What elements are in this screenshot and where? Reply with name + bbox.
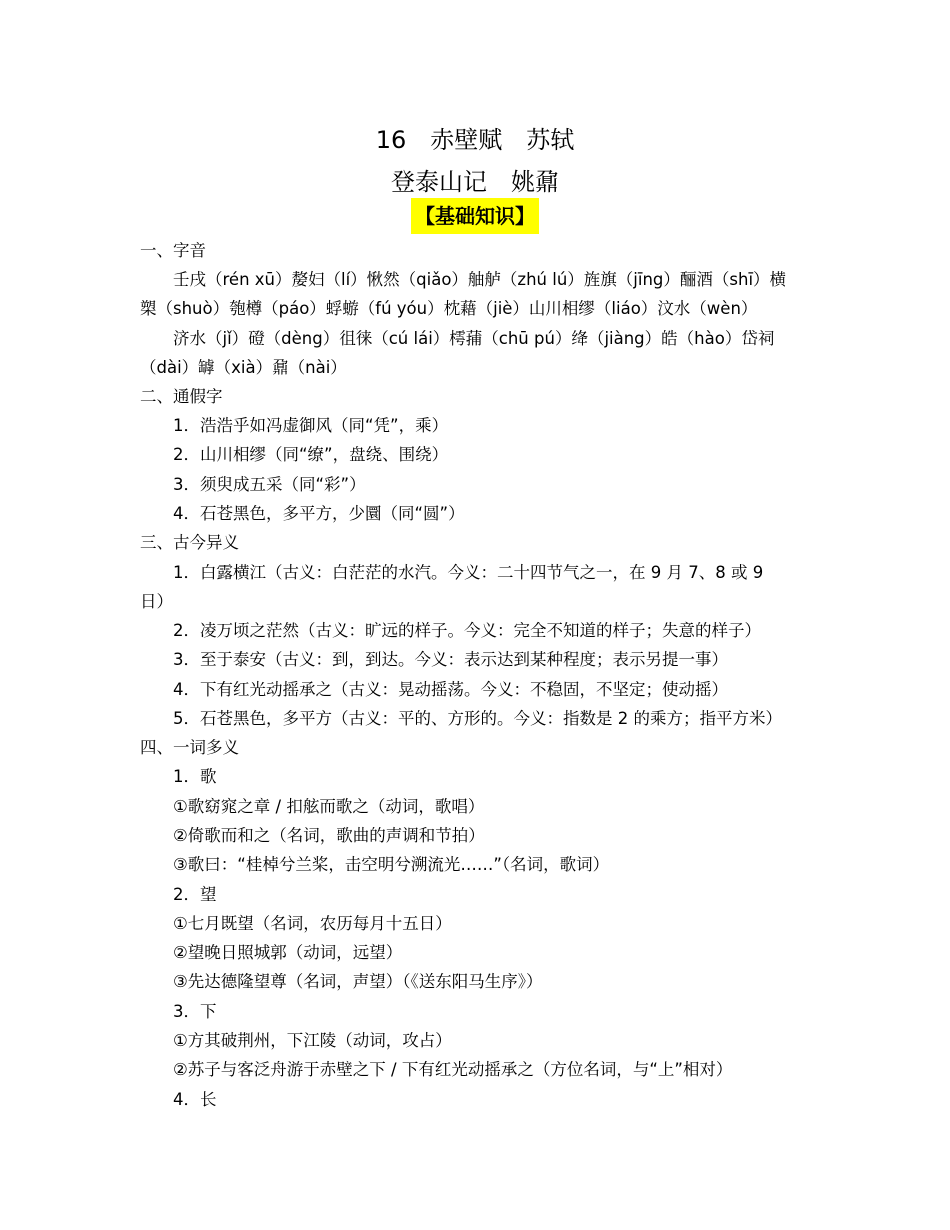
list-item: 3．至于泰安（古义：到，到达。今义：表示达到某种程度；表示另提一事）	[173, 650, 728, 669]
list-item: 4．下有红光动摇承之（古义：晃动摇荡。今义：不稳固，不坚定；使动摇）	[173, 680, 728, 699]
list-item: 2．凌万顷之茫然（古义：旷远的样子。今义：完全不知道的样子；失意的样子）	[173, 621, 761, 640]
list-item: 1．白露横江（古义：白茫茫的水汽。今义：二十四节气之一，在 9 月 7、8 或 9	[173, 563, 764, 582]
list-item: 5．石苍黑色，多平方（古义：平的、方形的。今义：指数是 2 的乘方；指平方米）	[173, 709, 782, 728]
list-item: ②倚歌而和之（名词，歌曲的声调和节拍）	[173, 826, 485, 845]
section-heading-pronunciation: 一、字音	[140, 241, 206, 260]
list-item: ①七月既望（名词，农历每月十五日）	[173, 914, 452, 933]
section-badge-wrap	[0, 198, 950, 234]
paragraph-line: （dài）罅（xià）鼐（nài）	[140, 358, 347, 377]
title-line-1: 16 赤壁赋 苏轼	[375, 126, 575, 154]
list-item: 4．石苍黑色，多平方，少圜（同“圆”）	[173, 504, 465, 523]
paragraph-line: 济水（jǐ）磴（dèng）徂徕（cú lái）樗蒱（chū pú）绛（jiàng）皓（hào）岱祠	[173, 329, 775, 348]
list-item: ①歌窈窕之章 / 扣舷而歌之（动词，歌唱）	[173, 797, 485, 816]
list-item: ②望晚日照城郭（动词，远望）	[173, 943, 403, 962]
list-item: ③先达德隆望尊（名词，声望）（《送东阳马生序》）	[173, 972, 543, 991]
list-item: ②苏子与客泛舟游于赤壁之下 / 下有红光动摇承之（方位名词，与“上”相对）	[173, 1060, 733, 1079]
section-badge: 【基础知识】	[411, 198, 539, 234]
section-heading-ancient-modern-meanings: 三、古今异义	[140, 533, 239, 552]
section-heading-polysemy: 四、一词多义	[140, 738, 239, 757]
word-heading: 3．下	[173, 1002, 217, 1021]
list-item: ③歌曰：“桂棹兮兰桨，击空明兮溯流光……”（名词，歌词）	[173, 855, 610, 874]
list-item: 3．须臾成五采（同“彩”）	[173, 475, 366, 494]
list-item: 2．山川相缪（同“缭”，盘绕、围绕）	[173, 445, 449, 464]
list-item: ①方其破荆州，下江陵（动词，攻占）	[173, 1031, 452, 1050]
word-heading: 2．望	[173, 885, 217, 904]
paragraph-line: 槊（shuò）匏樽（páo）蜉蝣（fú yóu）枕藉（jiè）山川相缪（liáo）汶水（wèn）	[140, 299, 758, 318]
word-heading: 1．歌	[173, 767, 217, 786]
section-heading-loan-characters: 二、通假字	[140, 387, 223, 406]
list-item: 1．浩浩乎如冯虚御风（同“凭”，乘）	[173, 416, 449, 435]
title-line-2: 登泰山记 姚鼐	[391, 168, 559, 196]
list-item-continued: 日）	[140, 592, 173, 611]
paragraph-line: 壬戌（rén xū）嫠妇（lí）愀然（qiǎo）舳舻（zhú lú）旌旗（jīng）酾酒（shī）横	[173, 270, 787, 289]
word-heading: 4．长	[173, 1090, 217, 1109]
